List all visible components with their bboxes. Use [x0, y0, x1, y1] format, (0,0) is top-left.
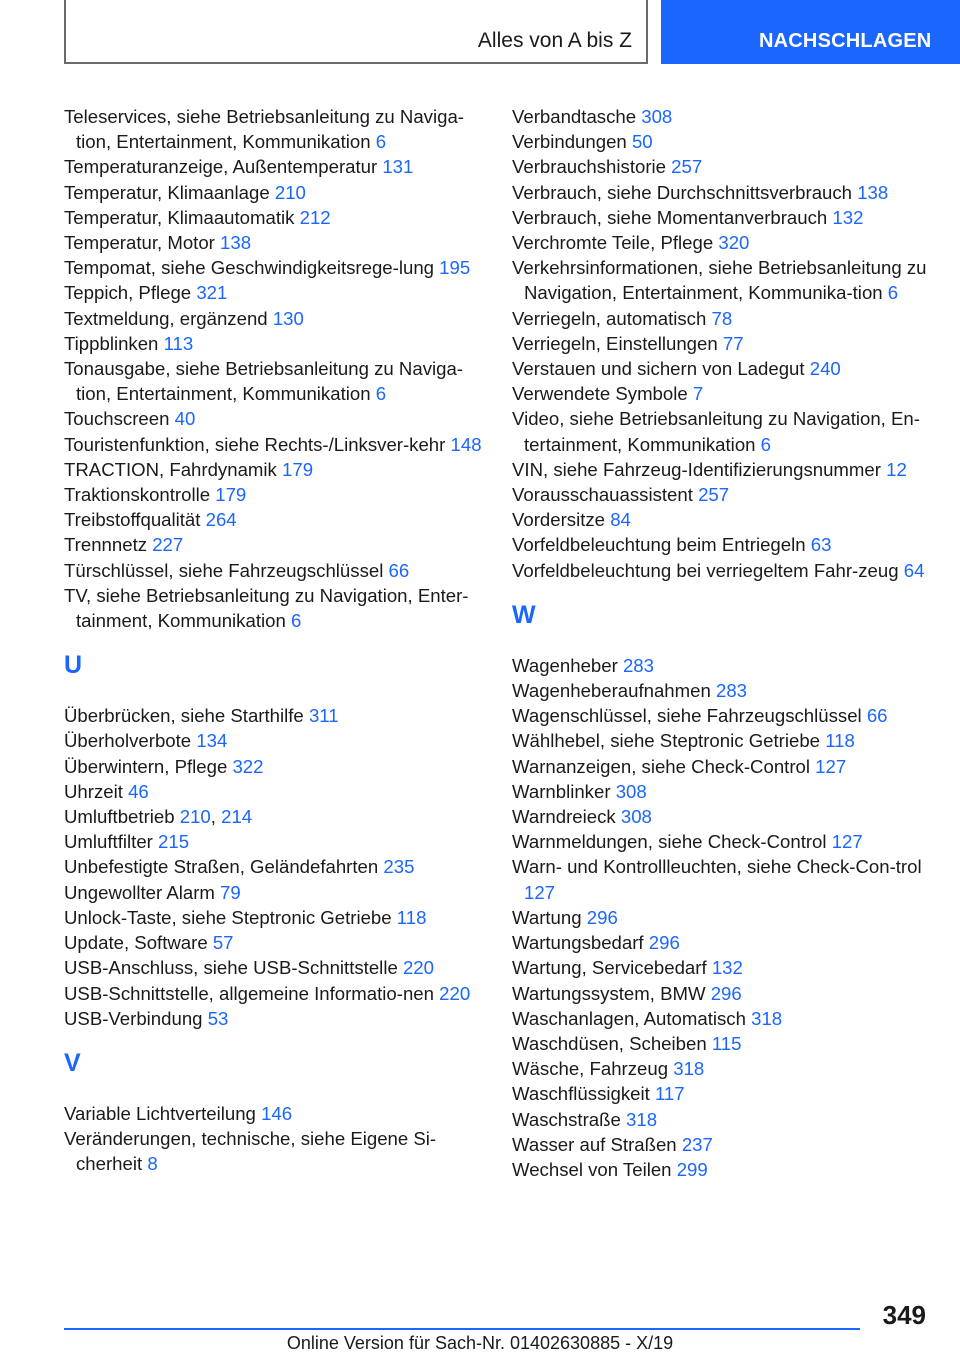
page-link[interactable]: 283: [716, 680, 748, 702]
index-entry: [64, 532, 494, 557]
page-link[interactable]: 296: [648, 932, 680, 954]
page-link[interactable]: 212: [299, 206, 331, 228]
index-entry-text: Überbrücken, siehe Starthilfe: [64, 705, 304, 727]
index-entry-text: Umluftfilter: [64, 831, 153, 853]
index-entry: [64, 728, 494, 753]
index-entry-text: Uhrzeit: [64, 780, 123, 802]
index-entry-text: Waschdüsen, Scheiben: [512, 1032, 707, 1054]
index-entry: [512, 678, 942, 703]
page-link[interactable]: 257: [698, 484, 730, 506]
index-entry-text: Wagenheber: [512, 654, 618, 676]
index-entry: [64, 1101, 494, 1126]
index-entry: [512, 457, 942, 482]
index-entry-text: Tonausgabe, siehe Betriebsanleitung zu Naviga-tion, Entertainment, Kommunikation: [64, 358, 463, 405]
index-entry: [64, 356, 494, 406]
index-entry-text: Warnmeldungen, siehe Check-Control: [512, 831, 827, 853]
index-entry-text: Vorfeldbeleuchtung beim Entriegeln: [512, 534, 806, 556]
index-entry: [64, 779, 494, 804]
index-entry-text: Warndreieck: [512, 806, 616, 828]
page-link[interactable]: 118: [825, 730, 855, 752]
index-entry: [512, 829, 942, 854]
page-link[interactable]: 215: [158, 831, 190, 853]
index-entry: [64, 104, 494, 154]
index-entry-text: Textmeldung, ergänzend: [64, 307, 268, 329]
index-entry: [64, 482, 494, 507]
page-link[interactable]: 138: [857, 181, 889, 203]
index-entry: [64, 406, 494, 431]
index-entry: [64, 180, 494, 205]
index-entry: [512, 728, 942, 753]
index-entry-text: Warnblinker: [512, 780, 611, 802]
header-title: Alles von A bis Z: [477, 29, 632, 52]
index-entry-text: Traktionskontrolle: [64, 484, 211, 506]
page-link[interactable]: 296: [586, 906, 618, 928]
index-entry: [64, 905, 494, 930]
page-link[interactable]: 7: [692, 383, 704, 405]
page-link[interactable]: 84: [610, 509, 631, 531]
page-link[interactable]: 220: [439, 982, 471, 1004]
index-entry-text: Verchromte Teile, Pflege: [512, 232, 714, 254]
index-entry-text: Wasser auf Straßen: [512, 1133, 677, 1155]
page-link[interactable]: 6: [290, 610, 302, 632]
index-entry-text: Variable Lichtverteilung: [64, 1102, 256, 1124]
page-link[interactable]: 127: [815, 755, 847, 777]
index-entry-text: Vorfeldbeleuchtung bei verriegeltem Fahr-zeug: [512, 559, 899, 581]
page-link[interactable]: 299: [676, 1158, 708, 1180]
page-link[interactable]: 179: [215, 484, 247, 506]
index-entry: [512, 406, 942, 456]
index-entry: [64, 280, 494, 305]
index-entry: [512, 1031, 942, 1056]
index-entry-text: Verbrauchshistorie: [512, 156, 666, 178]
page-number: 349: [882, 1300, 926, 1330]
page-link[interactable]: 77: [722, 332, 744, 354]
index-entry: [512, 1132, 942, 1157]
page-link[interactable]: 214: [221, 806, 253, 828]
index-letter-heading: W: [512, 600, 536, 629]
page-link[interactable]: 318: [626, 1108, 658, 1130]
index-entry: [64, 854, 494, 879]
index-entry: [64, 230, 494, 255]
index-entry: [512, 1157, 942, 1182]
index-entry-text: Warnanzeigen, siehe Check-Control: [512, 755, 810, 777]
index-entry: [512, 180, 942, 205]
index-entry: [64, 154, 494, 179]
page-link[interactable]: 220: [402, 957, 434, 979]
index-entry-text: Trennnetz: [64, 534, 148, 556]
page-link[interactable]: 8: [147, 1153, 158, 1175]
page-link[interactable]: 50: [631, 131, 653, 153]
page-link[interactable]: 311: [308, 705, 339, 727]
page-link[interactable]: 148: [450, 433, 482, 455]
page-link[interactable]: 46: [128, 780, 149, 802]
page-link[interactable]: 78: [711, 307, 733, 329]
index-entry-text: Touchscreen: [64, 408, 170, 430]
index-entry: [64, 255, 494, 280]
page-link[interactable]: 308: [615, 780, 647, 802]
page-link[interactable]: 179: [282, 458, 314, 480]
index-entry: [64, 507, 494, 532]
index-entry: [64, 955, 494, 980]
page-link[interactable]: 132: [711, 957, 743, 979]
index-entry-text: Teleservices, siehe Betriebsanleitung zu Naviga-tion, Entertainment, Kommunikation: [64, 106, 464, 153]
page-link[interactable]: 132: [832, 206, 864, 228]
index-entry: [64, 930, 494, 955]
index-letter-heading: V: [64, 1048, 81, 1077]
page-link[interactable]: 320: [718, 232, 750, 254]
index-entry-text: Wartung: [512, 906, 582, 928]
page-link[interactable]: 64: [903, 559, 925, 581]
index-entry-text: TV, siehe Betriebsanleitung zu Navigation, Enter-tainment, Kommunikation: [64, 584, 469, 632]
index-entry: [512, 1081, 942, 1106]
index-entry: [512, 703, 942, 728]
index-entry-text: USB-Schnittstelle, allgemeine Informatio-nen: [64, 982, 434, 1004]
index-entry-text: Wechsel von Teilen: [512, 1158, 672, 1180]
page-link[interactable]: 63: [810, 534, 832, 556]
index-entry: [512, 306, 942, 331]
index-entry: [64, 205, 494, 230]
index-entry: [64, 558, 494, 583]
index-entry: [512, 356, 942, 381]
index-column-left: [64, 104, 494, 1177]
index-entry: [512, 104, 942, 129]
page-link[interactable]: 257: [671, 156, 703, 178]
index-entry-text: Wartungssystem, BMW: [512, 982, 706, 1004]
index-entry-text: Temperatur, Motor: [64, 232, 215, 254]
page-link[interactable]: 53: [207, 1007, 229, 1029]
index-entry: [512, 779, 942, 804]
index-entry-text: Unlock-Taste, siehe Steptronic Getriebe: [64, 906, 392, 928]
page-link[interactable]: 113: [163, 332, 194, 354]
index-entry-text: Update, Software: [64, 932, 208, 954]
page-link[interactable]: 117: [654, 1083, 685, 1105]
index-entry: [512, 532, 942, 557]
index-entry-text: Wartungsbedarf: [512, 932, 644, 954]
index-entry: [512, 1056, 942, 1081]
index-entry-text: Wagenschlüssel, siehe Fahrzeugschlüssel: [512, 705, 862, 727]
page-link[interactable]: 210: [179, 806, 211, 828]
index-entry: [512, 754, 942, 779]
index-entry: [512, 955, 942, 980]
page-link[interactable]: 227: [152, 534, 184, 556]
page-link[interactable]: 146: [261, 1102, 293, 1124]
index-entry: [512, 255, 942, 305]
index-entry: [64, 331, 494, 356]
page-link[interactable]: 12: [886, 458, 907, 480]
page-link[interactable]: 57: [212, 932, 234, 954]
index-entry: [512, 905, 942, 930]
index-entry: [64, 880, 494, 905]
index-entry: [64, 981, 494, 1006]
index-entry: [512, 482, 942, 507]
index-entry-text: Tippblinken: [64, 332, 159, 354]
page-link[interactable]: 240: [809, 358, 841, 380]
index-entry-text: Überholverbote: [64, 730, 192, 752]
page-link[interactable]: 308: [620, 806, 652, 828]
page-link[interactable]: 138: [220, 232, 252, 254]
index-entry-text: Waschflüssigkeit: [512, 1083, 650, 1105]
index-entry-text: Verbandtasche: [512, 106, 637, 127]
page-link[interactable]: 127: [524, 881, 556, 903]
page-link[interactable]: 318: [751, 1007, 783, 1029]
page-link[interactable]: 79: [220, 881, 241, 903]
page-link[interactable]: 296: [710, 982, 742, 1004]
page-link[interactable]: 6: [375, 383, 387, 405]
index-entry: [512, 804, 942, 829]
index-entry-text: Touristenfunktion, siehe Rechts-/Linksver-kehr: [64, 433, 446, 455]
index-entry-text: Verriegeln, automatisch: [512, 307, 707, 329]
index-entry: [512, 1107, 942, 1132]
index-entry-text: VIN, siehe Fahrzeug-Identifizierungsnummer: [512, 458, 881, 480]
index-entry-text: Treibstoffqualität: [64, 509, 201, 531]
page-link[interactable]: 40: [174, 408, 196, 430]
index-entry-text: Verriegeln, Einstellungen: [512, 332, 718, 354]
index-entry-text: Verstauen und sichern von Ladegut: [512, 358, 805, 380]
index-entry: [64, 754, 494, 779]
index-entry-text: USB-Anschluss, siehe USB-Schnittstelle: [64, 957, 398, 979]
page-link[interactable]: 308: [641, 106, 673, 127]
index-entry: [64, 583, 494, 633]
page-link[interactable]: 66: [388, 559, 410, 581]
page-link[interactable]: 131: [382, 156, 414, 178]
index-entry: [512, 854, 942, 904]
index-entry: [64, 829, 494, 854]
index-entry-text: Unbefestigte Straßen, Geländefahrten: [64, 856, 379, 878]
page-link[interactable]: 318: [673, 1058, 705, 1080]
index-entry: [512, 154, 942, 179]
index-entry-text: Wagenheberaufnahmen: [512, 680, 711, 702]
index-entry: [64, 1006, 494, 1031]
index-entry: [64, 432, 494, 457]
page-link[interactable]: 134: [196, 730, 228, 752]
index-entry-text: TRACTION, Fahrdynamik: [64, 458, 277, 480]
page-link[interactable]: 283: [622, 654, 654, 676]
index-letter-heading: U: [64, 651, 83, 680]
index-entry-text: Verkehrsinformationen, siehe Betriebsanleitung zu Navigation, Entertainment, Kommunika-tion: [512, 257, 927, 304]
index-entry-text: Veränderungen, technische, siehe Eigene Si-cherheit: [64, 1128, 437, 1175]
index-entry: [512, 981, 942, 1006]
index-entry: [512, 930, 942, 955]
index-entry: [512, 558, 942, 583]
index-entry-text: Warn- und Kontrollleuchten, siehe Check-Con-trol: [512, 856, 922, 878]
index-entry-text: Türschlüssel, siehe Fahrzeugschlüssel: [64, 559, 384, 581]
index-entry-text: Waschanlagen, Automatisch: [512, 1007, 746, 1029]
index-entry-text: Ungewollter Alarm: [64, 881, 215, 903]
index-column-right: [512, 104, 942, 1182]
index-entry-text: Temperatur, Klimaanlage: [64, 181, 270, 203]
index-entry: [512, 381, 942, 406]
page-link[interactable]: 66: [866, 705, 888, 727]
page-link[interactable]: 118: [396, 906, 427, 928]
index-entry-text: Wäsche, Fahrzeug: [512, 1058, 669, 1080]
index-entry: [512, 205, 942, 230]
index-entry: [64, 1126, 494, 1176]
header-title-box: [64, 0, 648, 64]
index-entry-text: Vordersitze: [512, 509, 606, 531]
index-entry-text: USB-Verbindung: [64, 1007, 203, 1029]
index-entry-text: Vorausschauassistent: [512, 484, 693, 506]
page-link[interactable]: 127: [831, 831, 863, 853]
index-entry: [512, 1006, 942, 1031]
footer-text: Online Version für Sach-Nr. 01402630885 - X/19: [286, 1333, 674, 1353]
index-entry-text: Wartung, Servicebedarf: [512, 957, 707, 979]
page-link[interactable]: 130: [272, 307, 304, 329]
index-entry: Umluftbetrieb 210, 214: [64, 806, 253, 828]
page-link[interactable]: 321: [196, 282, 228, 304]
index-entry-text: Waschstraße: [512, 1108, 621, 1130]
index-entry: [512, 129, 942, 154]
footer-divider: [64, 1328, 860, 1330]
index-entry: [64, 457, 494, 482]
index-entry-text: Wählhebel, siehe Steptronic Getriebe: [512, 730, 821, 752]
index-entry-text: Teppich, Pflege: [64, 282, 192, 304]
header-section-tab[interactable]: [661, 0, 960, 64]
index-entry-text: Verbrauch, siehe Momentanverbrauch: [512, 206, 828, 228]
index-entry: [512, 507, 942, 532]
page-link[interactable]: 195: [439, 257, 471, 279]
page-link[interactable]: 6: [760, 433, 772, 455]
header-section-label: NACHSCHLAGEN: [759, 30, 932, 52]
index-entry-text: Verbrauch, siehe Durchschnittsverbrauch: [512, 181, 853, 203]
index-entry-text: Temperatur, Klimaautomatik: [64, 206, 295, 228]
index-entry: [64, 703, 494, 728]
page-link[interactable]: 115: [711, 1032, 742, 1054]
page-link[interactable]: 6: [887, 282, 899, 304]
index-entry-text: Verbindungen: [512, 131, 627, 153]
index-entry-text: Temperaturanzeige, Außentemperatur: [64, 156, 378, 178]
index-entry-text: Video, siehe Betriebsanleitung zu Navigation, En-tertainment, Kommunikation: [512, 408, 920, 455]
index-entry: [512, 331, 942, 356]
page-link[interactable]: 322: [232, 755, 264, 777]
page-link[interactable]: 237: [681, 1133, 713, 1155]
index-entry-text: Tempomat, siehe Geschwindigkeitsrege-lung: [64, 257, 434, 279]
index-entry-text: Überwintern, Pflege: [64, 755, 228, 777]
page-link[interactable]: 235: [383, 856, 415, 878]
index-entry-text: Umluftbetrieb: [64, 806, 175, 828]
index-entry: [64, 306, 494, 331]
index-entry-text: Verwendete Symbole: [512, 383, 688, 405]
page-link[interactable]: 264: [205, 509, 237, 531]
index-entry: [512, 653, 942, 678]
index-entry: [512, 230, 942, 255]
page-link[interactable]: 210: [274, 181, 306, 203]
page-link[interactable]: 6: [375, 131, 387, 153]
